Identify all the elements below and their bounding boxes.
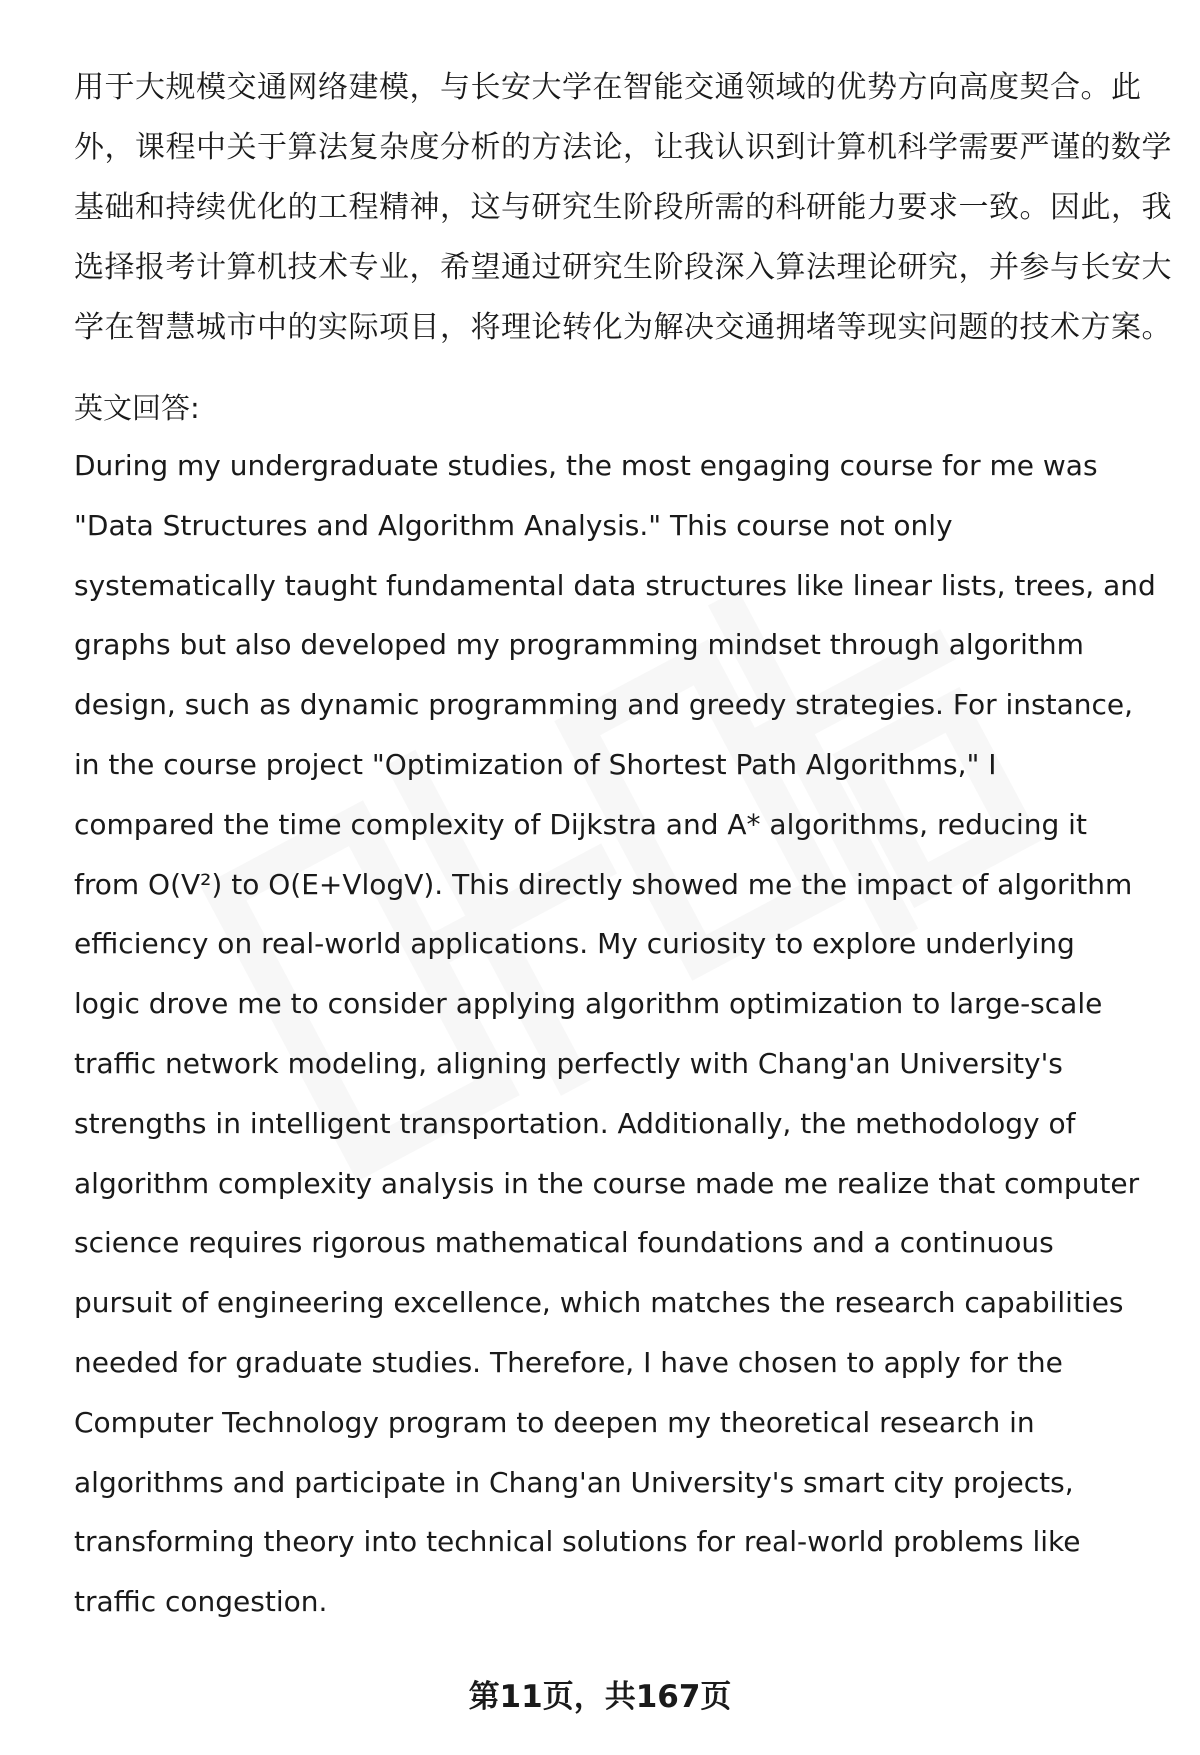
english-line: traffic network modeling, aligning perfectly with Chang'an University's xyxy=(74,1046,1063,1080)
chinese-line: 基础和持续优化的工程精神，这与研究生阶段所需的科研能力要求一致。因此，我 xyxy=(74,190,1172,225)
english-line: "Data Structures and Algorithm Analysis." This course not only xyxy=(74,508,953,542)
page-number-footer: 第11页，共167页 xyxy=(468,1679,732,1715)
chinese-line: 选择报考计算机技术专业，希望通过研究生阶段深入算法理论研究，并参与长安大 xyxy=(74,250,1172,285)
english-line: design, such as dynamic programming and greedy strategies. For instance, xyxy=(74,688,1134,722)
english-line: compared the time complexity of Dijkstra and A* algorithms, reducing it xyxy=(74,807,1087,841)
english-line: science requires rigorous mathematical foundations and a continuous xyxy=(74,1226,1054,1260)
english-line: pursuit of engineering excellence, which matches the research capabilities xyxy=(74,1286,1124,1320)
english-line: During my undergraduate studies, the most engaging course for me was xyxy=(74,449,1098,482)
chinese-line: 学在智慧城市中的实际项目，将理论转化为解决交通拥堵等现实问题的技术方案。 xyxy=(74,310,1172,345)
english-line: strengths in intelligent transportation. Additionally, the methodology of xyxy=(74,1106,1076,1140)
english-line: in the course project "Optimization of Shortest Path Algorithms," I xyxy=(74,747,997,781)
english-line: systematically taught fundamental data structures like linear lists, trees, and xyxy=(74,568,1156,602)
english-line: logic drove me to consider applying algorithm optimization to large-scale xyxy=(74,987,1103,1021)
english-answer-label: 英文回答: xyxy=(74,391,200,425)
english-line: algorithms and participate in Chang'an University's smart city projects, xyxy=(74,1465,1074,1499)
english-line: graphs but also developed my programming mindset through algorithm xyxy=(74,628,1084,662)
english-line: Computer Technology program to deepen my theoretical research in xyxy=(74,1405,1035,1439)
english-line: traffic congestion. xyxy=(74,1585,328,1619)
chinese-paragraph xyxy=(74,58,1172,358)
english-line: efficiency on real-world applications. My curiosity to explore underlying xyxy=(74,927,1075,961)
english-paragraph xyxy=(74,436,1164,1632)
english-line: algorithm complexity analysis in the course made me realize that computer xyxy=(74,1166,1140,1200)
english-line: transforming theory into technical solutions for real-world problems like xyxy=(74,1525,1081,1559)
chinese-line: 外，课程中关于算法复杂度分析的方法论，让我认识到计算机科学需要严谨的数学 xyxy=(74,130,1172,165)
english-line: from O(V²) to O(E+VlogV). This directly showed me the impact of algorithm xyxy=(74,867,1133,901)
chinese-line: 用于大规模交通网络建模，与长安大学在智能交通领域的优势方向高度契合。此 xyxy=(74,70,1142,105)
english-line: needed for graduate studies. Therefore, I have chosen to apply for the xyxy=(74,1345,1063,1379)
